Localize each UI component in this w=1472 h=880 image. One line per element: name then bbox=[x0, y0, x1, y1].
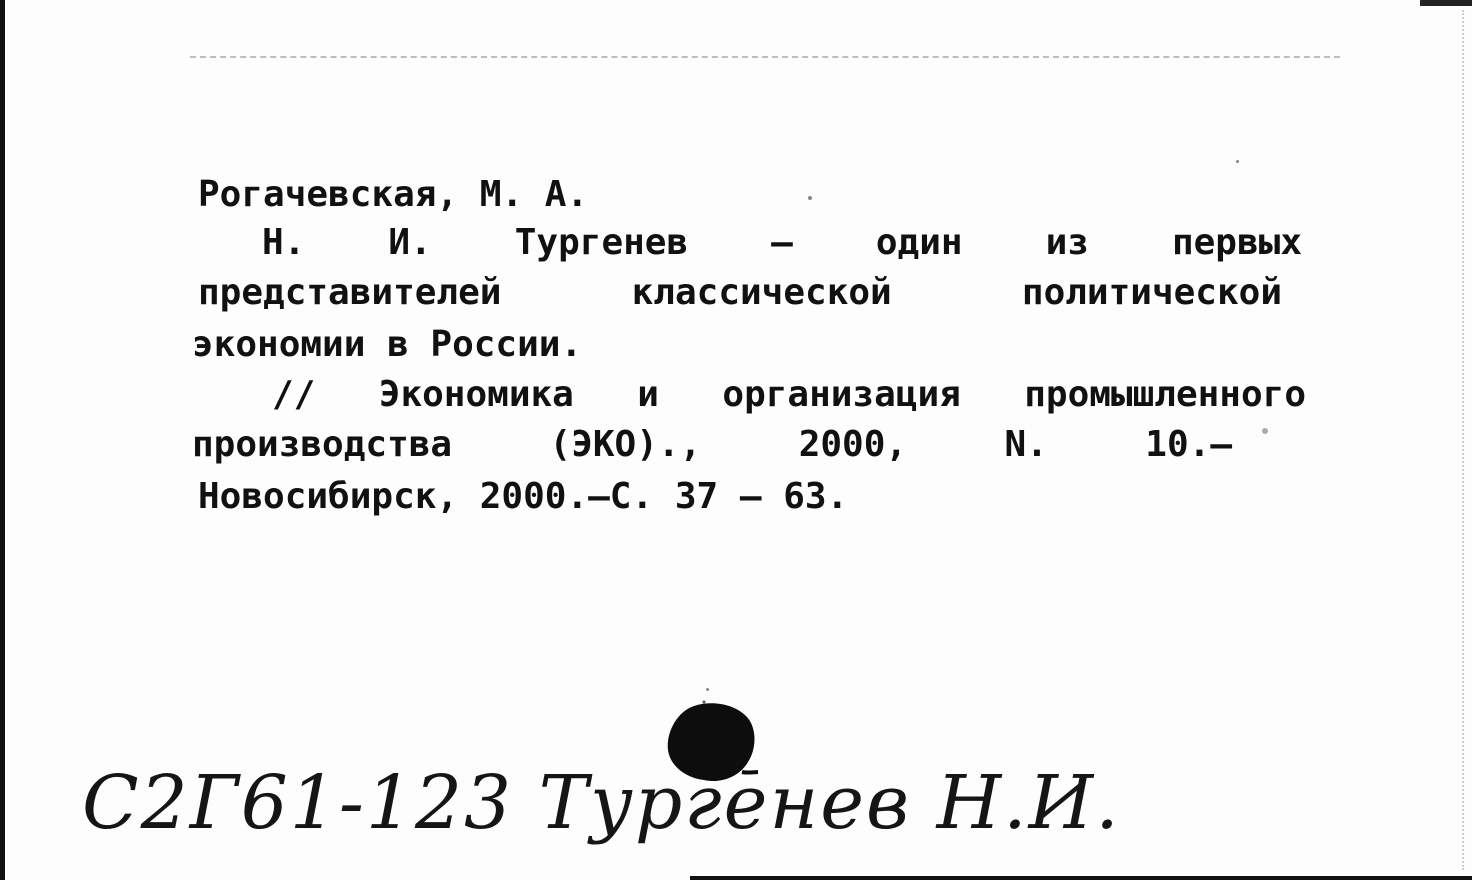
source-word: производства bbox=[192, 424, 453, 465]
source-word: промышленного bbox=[1024, 374, 1306, 415]
source-word: (ЭКО)., bbox=[549, 424, 702, 465]
source-word: 2000, bbox=[798, 424, 908, 465]
title-line-2 bbox=[198, 272, 1282, 313]
corner-mark bbox=[1420, 0, 1472, 6]
title-word: – bbox=[771, 222, 793, 263]
title-word: Н. bbox=[262, 222, 306, 263]
right-dotted-edge bbox=[1432, 10, 1464, 870]
top-dashed-rule bbox=[190, 56, 1340, 58]
title-word: И. bbox=[388, 222, 432, 263]
title-word: Тургенев bbox=[514, 222, 689, 263]
scan-speck bbox=[706, 688, 709, 691]
title-line-3: экономии в России. bbox=[192, 324, 583, 365]
title-word: классической bbox=[631, 272, 892, 313]
source-line-2 bbox=[192, 424, 1232, 465]
source-line-1 bbox=[272, 374, 1306, 415]
scan-speck bbox=[808, 196, 812, 200]
title-word: политической bbox=[1021, 272, 1282, 313]
title-word: из bbox=[1045, 222, 1089, 263]
bottom-edge bbox=[690, 876, 1472, 880]
title-line-1 bbox=[262, 222, 1302, 263]
handwritten-call-number: С2Г61-123 Тургенев Н.И. bbox=[82, 760, 1121, 846]
title-word: первых bbox=[1171, 222, 1302, 263]
title-word: представителей bbox=[198, 272, 502, 313]
source-word: Экономика bbox=[378, 374, 574, 415]
scan-speck bbox=[1262, 428, 1268, 434]
source-word: 10.– bbox=[1145, 424, 1232, 465]
source-word: организация bbox=[722, 374, 961, 415]
title-word: один bbox=[875, 222, 963, 263]
source-line-3: Новосибирск, 2000.–С. 37 – 63. bbox=[198, 476, 849, 517]
card-left-edge bbox=[0, 0, 5, 880]
source-word: и bbox=[637, 374, 659, 415]
source-word: N. bbox=[1004, 424, 1048, 465]
source-word: // bbox=[272, 374, 316, 415]
author-line: Рогачевская, М. А. bbox=[198, 174, 589, 215]
scan-speck bbox=[1236, 160, 1239, 163]
